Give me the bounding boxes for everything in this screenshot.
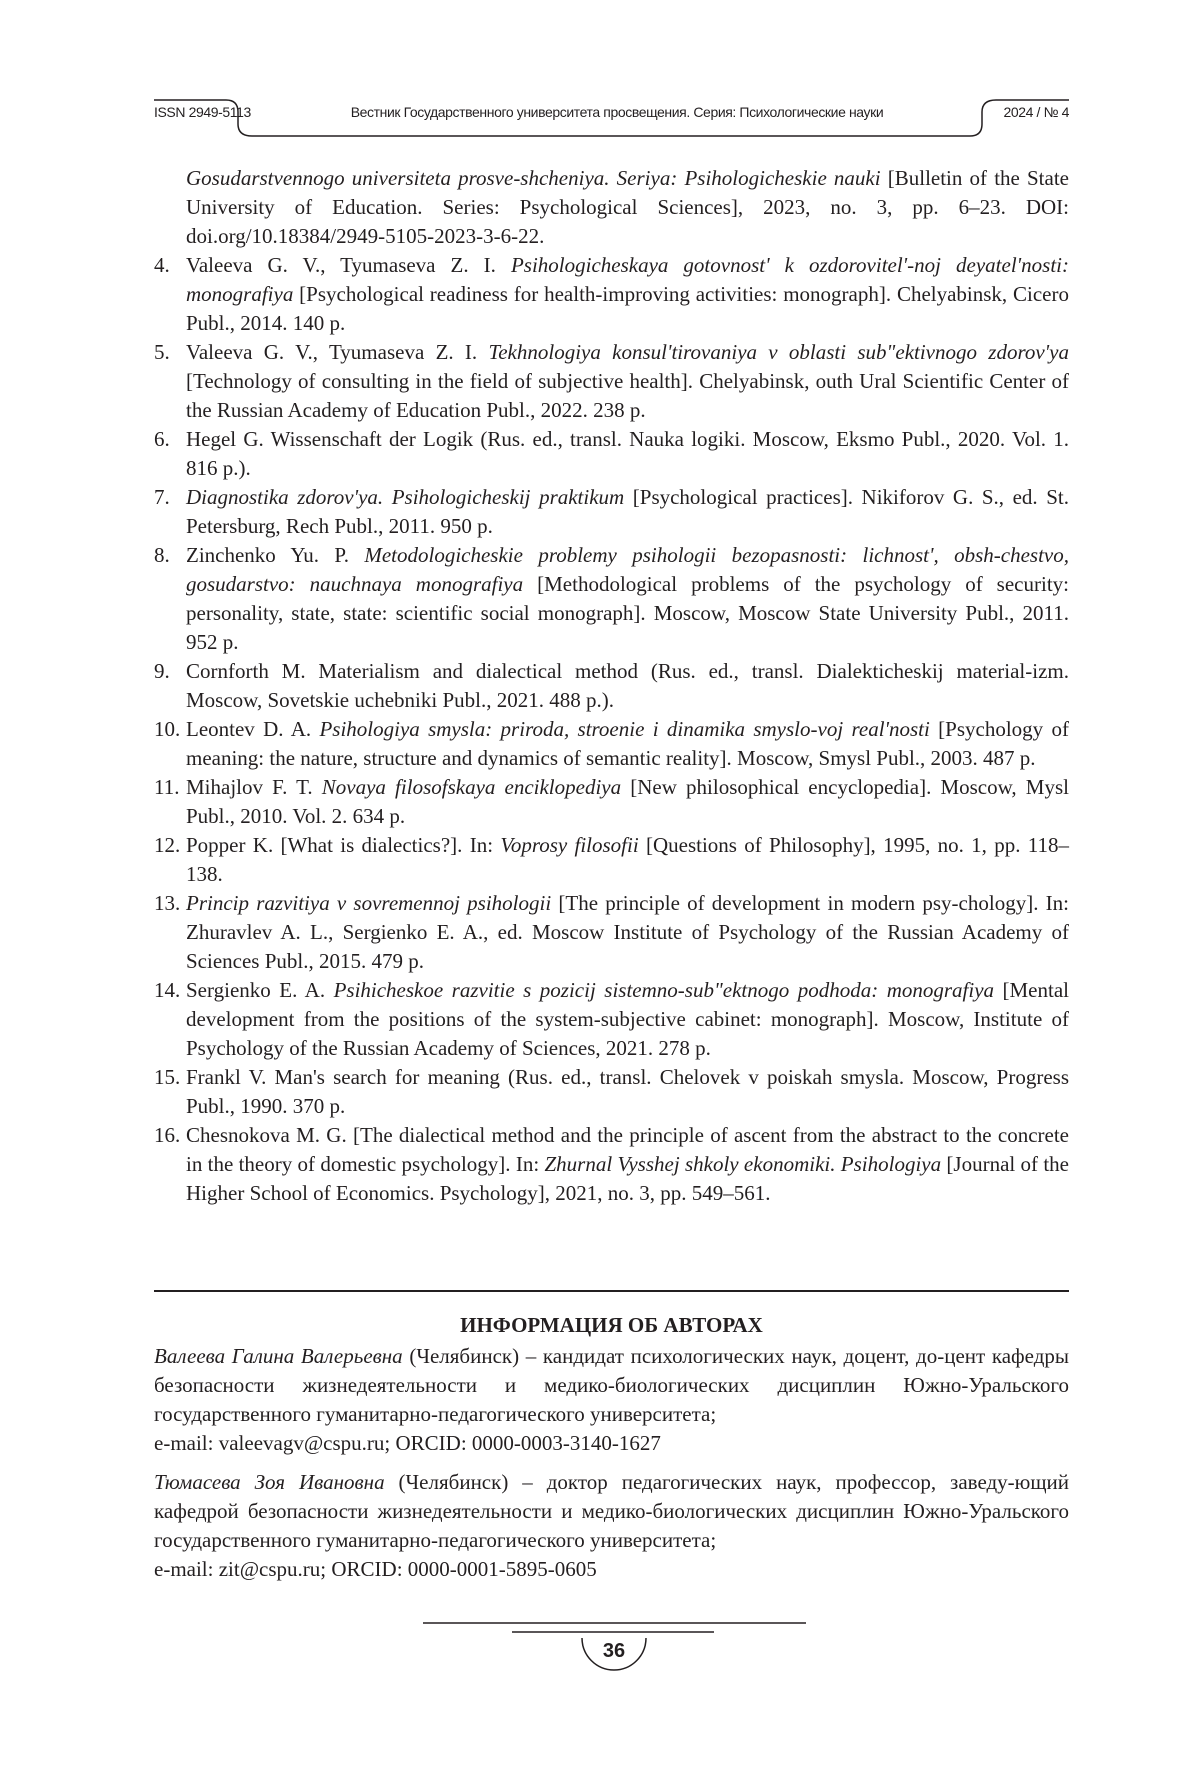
author-description: (Челябинск) – доктор педагогических наук, профессор, заведу-ющий кафедрой безопасности жизнедеятельности и медико-биологических дисциплин Южно-Уральского государственного гуманитарно-педагогического университета; bbox=[154, 1470, 1069, 1552]
reference-number: 13. bbox=[154, 889, 186, 976]
reference-item bbox=[154, 657, 1069, 715]
reference-text-segment: Hegel G. Wissenschaft der Logik (Rus. ed., transl. Nauka logiki. Moscow, Eksmo Publ., 2020. Vol. 1. 816 p.). bbox=[186, 427, 1069, 480]
reference-title-italic: Metodologicheskie problemy psihologii bezopasnosti: lichnost', obsh-chestvo, gosudarstvo: nauchnaya monografiya bbox=[186, 543, 1069, 596]
issue-number: 2024 / № 4 bbox=[1003, 104, 1069, 120]
reference-text bbox=[186, 831, 1069, 889]
reference-text-segment: [Psychological practices]. Nikiforov G. S., ed. St. Petersburg, Rech Publ., 2011. 950 p. bbox=[186, 485, 1069, 538]
author-contact: e-mail: valeevagv@cspu.ru; ORCID: 0000-0003-3140-1627 bbox=[154, 1431, 661, 1455]
reference-text-segment: Frankl V. Man's search for meaning (Rus. ed., transl. Chelovek v poiskah smysla. Moscow, Progress Publ., 1990. 370 p. bbox=[186, 1065, 1069, 1118]
reference-number: 16. bbox=[154, 1121, 186, 1208]
reference-text bbox=[186, 657, 1069, 715]
journal-title: Вестник Государственного университета просвещения. Серия: Психологические науки bbox=[312, 104, 922, 120]
reference-text-segment: Leontev D. A. bbox=[186, 717, 319, 741]
reference-item bbox=[154, 831, 1069, 889]
reference-text bbox=[186, 425, 1069, 483]
reference-text-segment: [Technology of consulting in the field of subjective health]. Chelyabinsk, outh Ural Scientific Center of the Russian Academy of Education Publ., 2022. 238 p. bbox=[186, 369, 1069, 422]
reference-title-italic: Zhurnal Vysshej shkoly ekonomiki. Psihologiya bbox=[544, 1152, 941, 1176]
reference-item bbox=[154, 715, 1069, 773]
reference-title-italic: Psihologicheskaya gotovnost' k ozdorovitel'-noj deyatel'nosti: monografiya bbox=[186, 253, 1069, 306]
reference-text-segment: Valeeva G. V., Tyumaseva Z. I. bbox=[186, 253, 511, 277]
author-contact: e-mail: zit@cspu.ru; ORCID: 0000-0001-5895-0605 bbox=[154, 1557, 597, 1581]
reference-text bbox=[186, 889, 1069, 976]
reference-number: 14. bbox=[154, 976, 186, 1063]
author-name: Тюмасева Зоя Ивановна bbox=[154, 1470, 385, 1494]
reference-list bbox=[154, 164, 1069, 1208]
reference-text bbox=[186, 251, 1069, 338]
reference-number: 4. bbox=[154, 251, 186, 338]
section-divider bbox=[154, 1290, 1069, 1292]
author-name: Валеева Галина Валерьевна bbox=[154, 1344, 403, 1368]
author-entry bbox=[154, 1342, 1069, 1458]
reference-title-italic: Novaya filosofskaya enciklopediya bbox=[322, 775, 621, 799]
reference-item bbox=[154, 251, 1069, 338]
reference-text-segment: [Psychology of meaning: the nature, structure and dynamics of semantic reality]. Moscow, Smysl Publ., 2003. 487 p. bbox=[186, 717, 1069, 770]
authors-heading: ИНФОРМАЦИЯ ОБ АВТОРАХ bbox=[154, 1308, 1069, 1342]
reference-text bbox=[186, 976, 1069, 1063]
reference-number: 12. bbox=[154, 831, 186, 889]
reference-title-italic: Tekhnologiya konsul'tirovaniya v oblasti sub"ektivnogo zdorov'ya bbox=[488, 340, 1069, 364]
reference-item bbox=[154, 1121, 1069, 1208]
reference-item bbox=[154, 164, 1069, 251]
reference-number: 9. bbox=[154, 657, 186, 715]
reference-text bbox=[186, 338, 1069, 425]
reference-number: 11. bbox=[154, 773, 186, 831]
reference-item bbox=[154, 976, 1069, 1063]
reference-text-segment: [Questions of Philosophy], 1995, no. 1, pp. 118–138. bbox=[186, 833, 1069, 886]
reference-text-segment: Mihajlov F. T. bbox=[186, 775, 322, 799]
reference-text-segment: Zinchenko Yu. P. bbox=[186, 543, 364, 567]
reference-text-segment: [Journal of the Higher School of Economics. Psychology], 2021, no. 3, pp. 549–561. bbox=[186, 1152, 1069, 1205]
reference-number: 10. bbox=[154, 715, 186, 773]
reference-item bbox=[154, 483, 1069, 541]
reference-text bbox=[186, 483, 1069, 541]
reference-text bbox=[186, 1063, 1069, 1121]
reference-text bbox=[186, 773, 1069, 831]
page-number: 36 bbox=[0, 1640, 1200, 1663]
reference-item bbox=[154, 773, 1069, 831]
reference-title-italic: Psihicheskoe razvitie s pozicij sistemno-sub"ektnogo podhoda: monografiya bbox=[334, 978, 994, 1002]
reference-text-segment: [Bulletin of the State University of Education. Series: Psychological Sciences], 2023, no. 3, pp. 6–23. DOI: doi.org/10.18384/2949-5105-2023-3-6-22. bbox=[186, 166, 1069, 248]
reference-text bbox=[186, 715, 1069, 773]
reference-item bbox=[154, 338, 1069, 425]
reference-item bbox=[154, 889, 1069, 976]
reference-text-segment: [Mental development from the positions of the system-subjective cabinet: monograph]. Moscow, Institute of Psychology of the Russian Academy of Sciences, 2021. 278 p. bbox=[186, 978, 1069, 1060]
reference-text-segment: Valeeva G. V., Tyumaseva Z. I. bbox=[186, 340, 488, 364]
reference-item bbox=[154, 541, 1069, 657]
reference-number: 6. bbox=[154, 425, 186, 483]
reference-text-segment: Popper K. [What is dialectics?]. In: bbox=[186, 833, 500, 857]
reference-text bbox=[186, 541, 1069, 657]
reference-item bbox=[154, 425, 1069, 483]
issn: ISSN 2949-5113 bbox=[154, 104, 251, 120]
reference-text-segment: [Psychological readiness for health-improving activities: monograph]. Chelyabinsk, Cicero Publ., 2014. 140 p. bbox=[186, 282, 1069, 335]
reference-number: 15. bbox=[154, 1063, 186, 1121]
running-header bbox=[0, 0, 1200, 150]
reference-title-italic: Princip razvitiya v sovremennoj psihologii bbox=[186, 891, 551, 915]
reference-text bbox=[186, 1121, 1069, 1208]
reference-number: 7. bbox=[154, 483, 186, 541]
page-footer bbox=[0, 1610, 1200, 1700]
reference-text-segment: Cornforth M. Materialism and dialectical method (Rus. ed., transl. Dialekticheskij material-izm. Moscow, Sovetskie uchebniki Publ., 2021. 488 p.). bbox=[186, 659, 1069, 712]
reference-text-segment: [Methodological problems of the psychology of security: personality, state, state: scientific social monograph]. Moscow, Moscow State University Publ., 2011. 952 p. bbox=[186, 572, 1069, 654]
reference-title-italic: Psihologiya smysla: priroda, stroenie i dinamika smyslo-voj real'nosti bbox=[319, 717, 929, 741]
reference-title-italic: Diagnostika zdorov'ya. Psihologicheskij praktikum bbox=[186, 485, 624, 509]
reference-number: 5. bbox=[154, 338, 186, 425]
author-description: (Челябинск) – кандидат психологических наук, доцент, до-цент кафедры безопасности жизнедеятельности и медико-биологических дисциплин Южно-Уральского государственного гуманитарно-педагогического университета; bbox=[154, 1344, 1069, 1426]
authors-info bbox=[154, 1308, 1069, 1594]
reference-text-segment: Chesnokova M. G. [The dialectical method and the principle of ascent from the abstract to the concrete in the theory of domestic psychology]. In: bbox=[186, 1123, 1069, 1176]
reference-title-italic: Gosudarstvennogo universiteta prosve-shcheniya. Seriya: Psihologicheskie nauki bbox=[186, 166, 881, 190]
reference-number: 8. bbox=[154, 541, 186, 657]
author-entry bbox=[154, 1468, 1069, 1584]
reference-item bbox=[154, 1063, 1069, 1121]
reference-text-segment: [New philosophical encyclopedia]. Moscow, Mysl Publ., 2010. Vol. 2. 634 p. bbox=[186, 775, 1069, 828]
header-frame-lines bbox=[0, 0, 1200, 150]
reference-text bbox=[186, 164, 1069, 251]
reference-text-segment: [The principle of development in modern psy-chology]. In: Zhuravlev A. L., Sergienko E. A., ed. Moscow Institute of Psychology of the Russian Academy of Sciences Publ., 2015. 479 p. bbox=[186, 891, 1069, 973]
reference-text-segment: Sergienko E. A. bbox=[186, 978, 334, 1002]
reference-title-italic: Voprosy filosofii bbox=[500, 833, 638, 857]
